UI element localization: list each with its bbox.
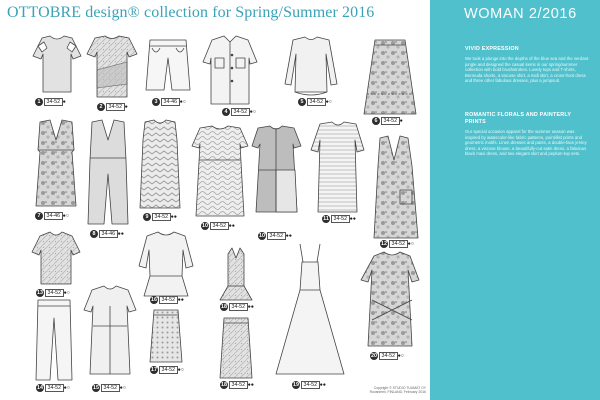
garment-18-peplum-top (220, 248, 252, 300)
garment-label-10a: 10 34-52 ●● (202, 222, 235, 229)
garment-19-maxi-dress (276, 244, 344, 374)
garment-label-8: 8 34-46 ●● (90, 230, 124, 238)
garment-label-5: 5 34-52 ●○ (298, 98, 332, 106)
garment-label-2: 2 34-52 ● (97, 103, 128, 111)
garment-label-18a: 18 34-52 ●● (221, 303, 254, 310)
garment-label-17: 17 34-52 ●○ (151, 366, 184, 373)
garment-15-double-face-dress (84, 286, 136, 374)
garment-label-7: 7 34-46 ●○ (35, 212, 69, 220)
garment-label-20: 20 34-52 ●○ (371, 352, 404, 359)
garment-label-16: 16 34-52 ●● (151, 296, 184, 303)
page-title: OTTOBRE design® collection for Spring/Summer 2016 (7, 4, 375, 21)
garment-label-12: 12 34-52 ●○ (381, 240, 414, 247)
garment-label-15: 15 34-52 ●○ (93, 384, 126, 391)
garment-3-bermuda-shorts (146, 40, 190, 90)
garment-5-long-sleeve-top (285, 37, 337, 95)
garment-14-linen-pants (36, 300, 72, 380)
garment-label-1: 1 34-52 ● (35, 98, 66, 106)
garment-label-13: 13 34-52 ●○ (37, 289, 70, 296)
garment-label-14: 14 34-52 ●○ (37, 384, 70, 391)
section-body-vivid-expression: We took a plunge into the depths of the blue sea and the verdant jungle and designed the casual items in our spring/summer collection with bold brushstrokes. Lovely tops and T-shirts, Bermuda shorts, a viscose shirt, a midi skirt, a cross-front dress and three other fabulous dresses, plus a jumpsuit. (465, 56, 589, 84)
garment-1-cold-shoulder-top (33, 36, 81, 92)
section-body-romantic-florals: Our special occasion apparel for the summer season was inspired by watercolor-like fabric patterns, pointillist prints and geometric motifs. Linen dresses and pants, a double-face jersey dress, a viscose blouse, a beautifully-cut satin dress, a fabulous black maxi dress, and two elegant skirt and peplum-top sets. (465, 129, 587, 157)
garment-16-peplum-blouse (139, 232, 193, 296)
garment-label-10b: 10 34-52 ●● (259, 232, 292, 239)
garment-label-11: 11 34-52 ●● (323, 215, 356, 222)
garment-6-midi-skirt (364, 40, 416, 114)
garment-label-9: 9 34-52 ●● (143, 213, 177, 221)
garment-2-printed-tshirt (87, 36, 137, 97)
garment-label-6: 6 34-52 ● (372, 117, 403, 125)
garment-18-skirt (220, 318, 252, 378)
garment-label-3: 3 34-46 ●○ (152, 98, 186, 106)
garment-10-shift-dress-a (192, 126, 248, 216)
garment-9-chevron-dress (140, 120, 180, 208)
garment-8-jumpsuit (88, 120, 128, 224)
garment-label-18b: 18 34-52 ●● (221, 381, 254, 388)
copyright-note: Copyright © STUDIO TUUMAT OY Rovaniemi, FINLAND, February 2016 (369, 386, 426, 395)
garment-12-floral-dress (374, 136, 418, 238)
garment-4-viscose-shirt (203, 36, 257, 104)
garment-11-striped-dress (311, 122, 364, 212)
section-heading-vivid-expression: VIVID EXPRESSION (465, 46, 519, 52)
garment-13-textured-top (32, 232, 80, 284)
garment-17-pencil-skirt (150, 310, 182, 362)
issue-title: WOMAN 2/2016 (464, 6, 577, 22)
section-heading-romantic-florals: ROMANTIC FLORALS AND PAINTERLY PRINTS (465, 112, 572, 125)
garment-7-cross-front-dress (36, 120, 76, 206)
garment-label-19: 19 34-52 ●● (293, 381, 326, 388)
garment-label-4: 4 34-52 ●○ (222, 108, 256, 116)
garment-10-colorblock-dress (252, 126, 301, 212)
garment-20-satin-dress (361, 252, 419, 346)
